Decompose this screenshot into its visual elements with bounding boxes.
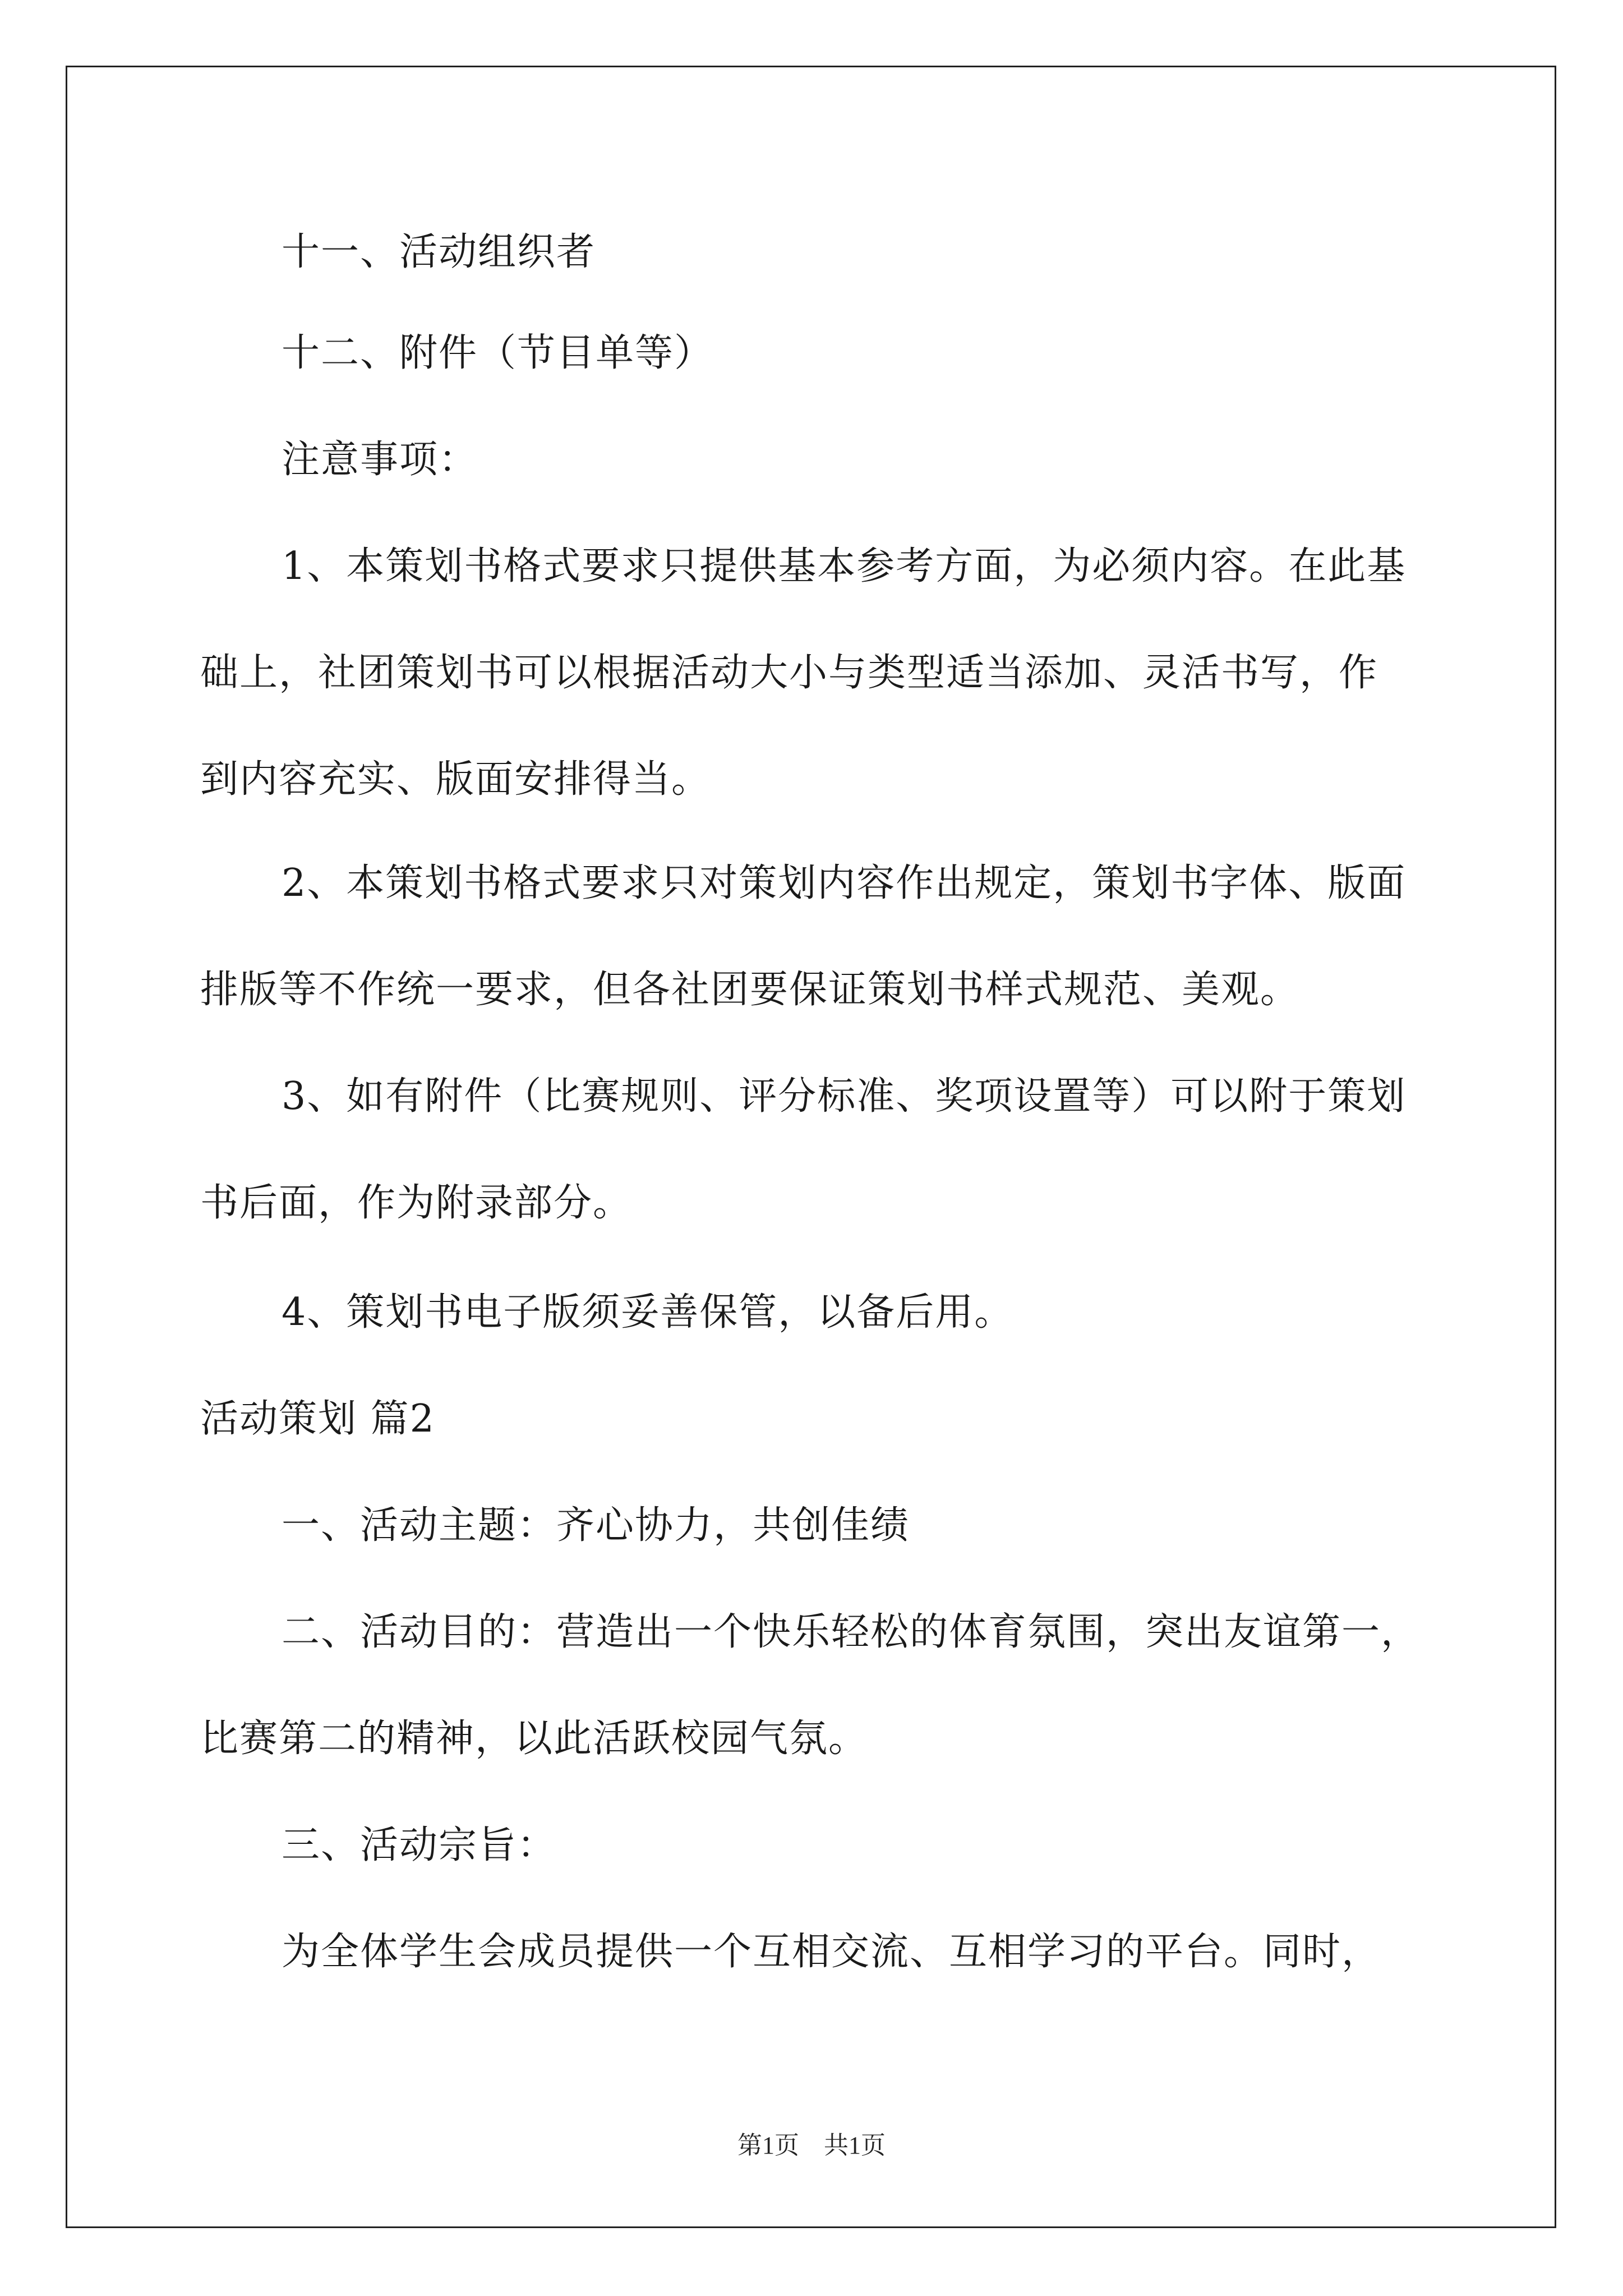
text-line: 书后面，作为附录部分。 xyxy=(200,1181,633,1225)
text-line: 到内容充实、版面安排得当。 xyxy=(200,757,711,802)
text-line: 3、如有附件（比赛规则、评分标准、奖项设置等）可以附于策划 xyxy=(282,1074,1407,1119)
page-footer: 第1页 共1页 xyxy=(737,2132,886,2159)
text-line: 一、活动主题：齐心协力，共创佳绩 xyxy=(282,1503,910,1548)
text-line: 十一、活动组织者 xyxy=(282,230,596,274)
text-line: 为全体学生会成员提供一个互相交流、互相学习的平台。同时， xyxy=(282,1930,1381,1974)
text-line: 注意事项： xyxy=(282,438,478,482)
text-line: 2、本策划书格式要求只对策划内容作出规定，策划书字体、版面 xyxy=(282,861,1407,905)
text-line: 三、活动宗旨： xyxy=(282,1823,557,1867)
text-line: 二、活动目的：营造出一个快乐轻松的体育氛围，突出友谊第一， xyxy=(282,1610,1421,1654)
text-line: 排版等不作统一要求，但各社团要保证策划书样式规范、美观。 xyxy=(200,968,1300,1012)
section-heading: 活动策划 篇2 xyxy=(200,1397,435,1441)
text-line: 4、策划书电子版须妥善保管，以备后用。 xyxy=(282,1290,1014,1335)
document-body xyxy=(200,0,1434,2132)
text-line: 十二、附件（节目单等） xyxy=(282,331,714,375)
text-line: 础上，社团策划书可以根据活动大小与类型适当添加、灵活书写，作 xyxy=(200,651,1378,695)
text-line: 1、本策划书格式要求只提供基本参考方面，为必须内容。在此基 xyxy=(282,544,1407,588)
text-line: 比赛第二的精神，以此活跃校园气氛。 xyxy=(200,1717,868,1761)
